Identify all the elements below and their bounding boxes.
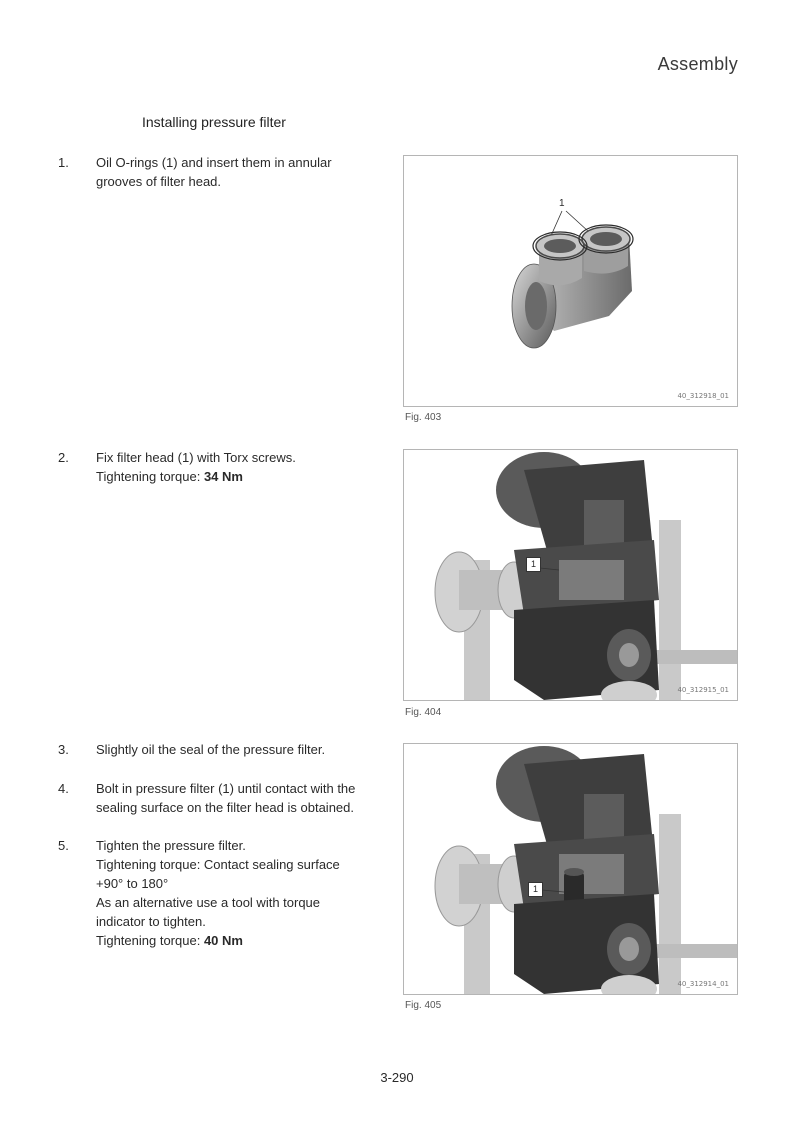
step-1 [58, 153, 398, 191]
step-2 [58, 448, 398, 486]
figure-caption: Fig. 403 [405, 412, 442, 423]
step-number: 4. [58, 781, 69, 796]
figure-transmission-pressure-filter [403, 743, 738, 995]
torque-label: Tightening torque: [96, 933, 204, 948]
step-text: Oil O-rings (1) and insert them in annular [96, 155, 332, 170]
procedure-title: Installing pressure filter [142, 114, 286, 130]
filter-head-illustration [404, 156, 737, 406]
step-text: grooves of filter head. [96, 174, 222, 189]
callout-label: 1 [559, 198, 565, 209]
torque-value: 34 Nm [203, 469, 243, 484]
step-number: 5. [58, 838, 69, 853]
step-text: Tighten the pressure filter. [96, 838, 246, 853]
torque-value: 40 Nm [203, 933, 243, 948]
step-text: Fix filter head (1) with Torx screws. [96, 450, 296, 465]
step-4 [58, 779, 398, 817]
step-text: sealing surface on the filter head is obtained. [96, 800, 355, 815]
figure-code: 40_312918_01 [677, 392, 729, 400]
figure-code: 40_312915_01 [677, 686, 729, 694]
step-text: Bolt in pressure filter (1) until contact with the [96, 781, 356, 796]
figure-transmission-filter-head [403, 449, 738, 701]
step-text: Tightening torque: Contact sealing surface [96, 857, 340, 872]
callout-label: 1 [526, 557, 541, 572]
figure-filter-head [403, 155, 738, 407]
step-text: indicator to tighten. [96, 914, 206, 929]
step-number: 2. [58, 450, 69, 465]
torque-label: Tightening torque: [96, 469, 204, 484]
figure-caption: Fig. 405 [405, 1000, 442, 1011]
step-number: 3. [58, 742, 69, 757]
transmission-illustration [404, 450, 737, 700]
step-number: 1. [58, 155, 69, 170]
step-3 [58, 740, 398, 759]
torque-spec [96, 467, 398, 486]
step-text: +90° to 180° [96, 876, 169, 891]
page-number: 3-290 [380, 1070, 414, 1085]
callout-label: 1 [528, 882, 543, 897]
step-text: As an alternative use a tool with torque [96, 895, 321, 910]
step-5 [58, 836, 398, 950]
torque-spec [96, 931, 398, 950]
step-text: Slightly oil the seal of the pressure filter. [96, 742, 326, 757]
figure-code: 40_312914_01 [677, 980, 729, 988]
section-header-title: Assembly [657, 54, 738, 74]
figure-caption: Fig. 404 [405, 707, 442, 718]
transmission-illustration [404, 744, 737, 994]
